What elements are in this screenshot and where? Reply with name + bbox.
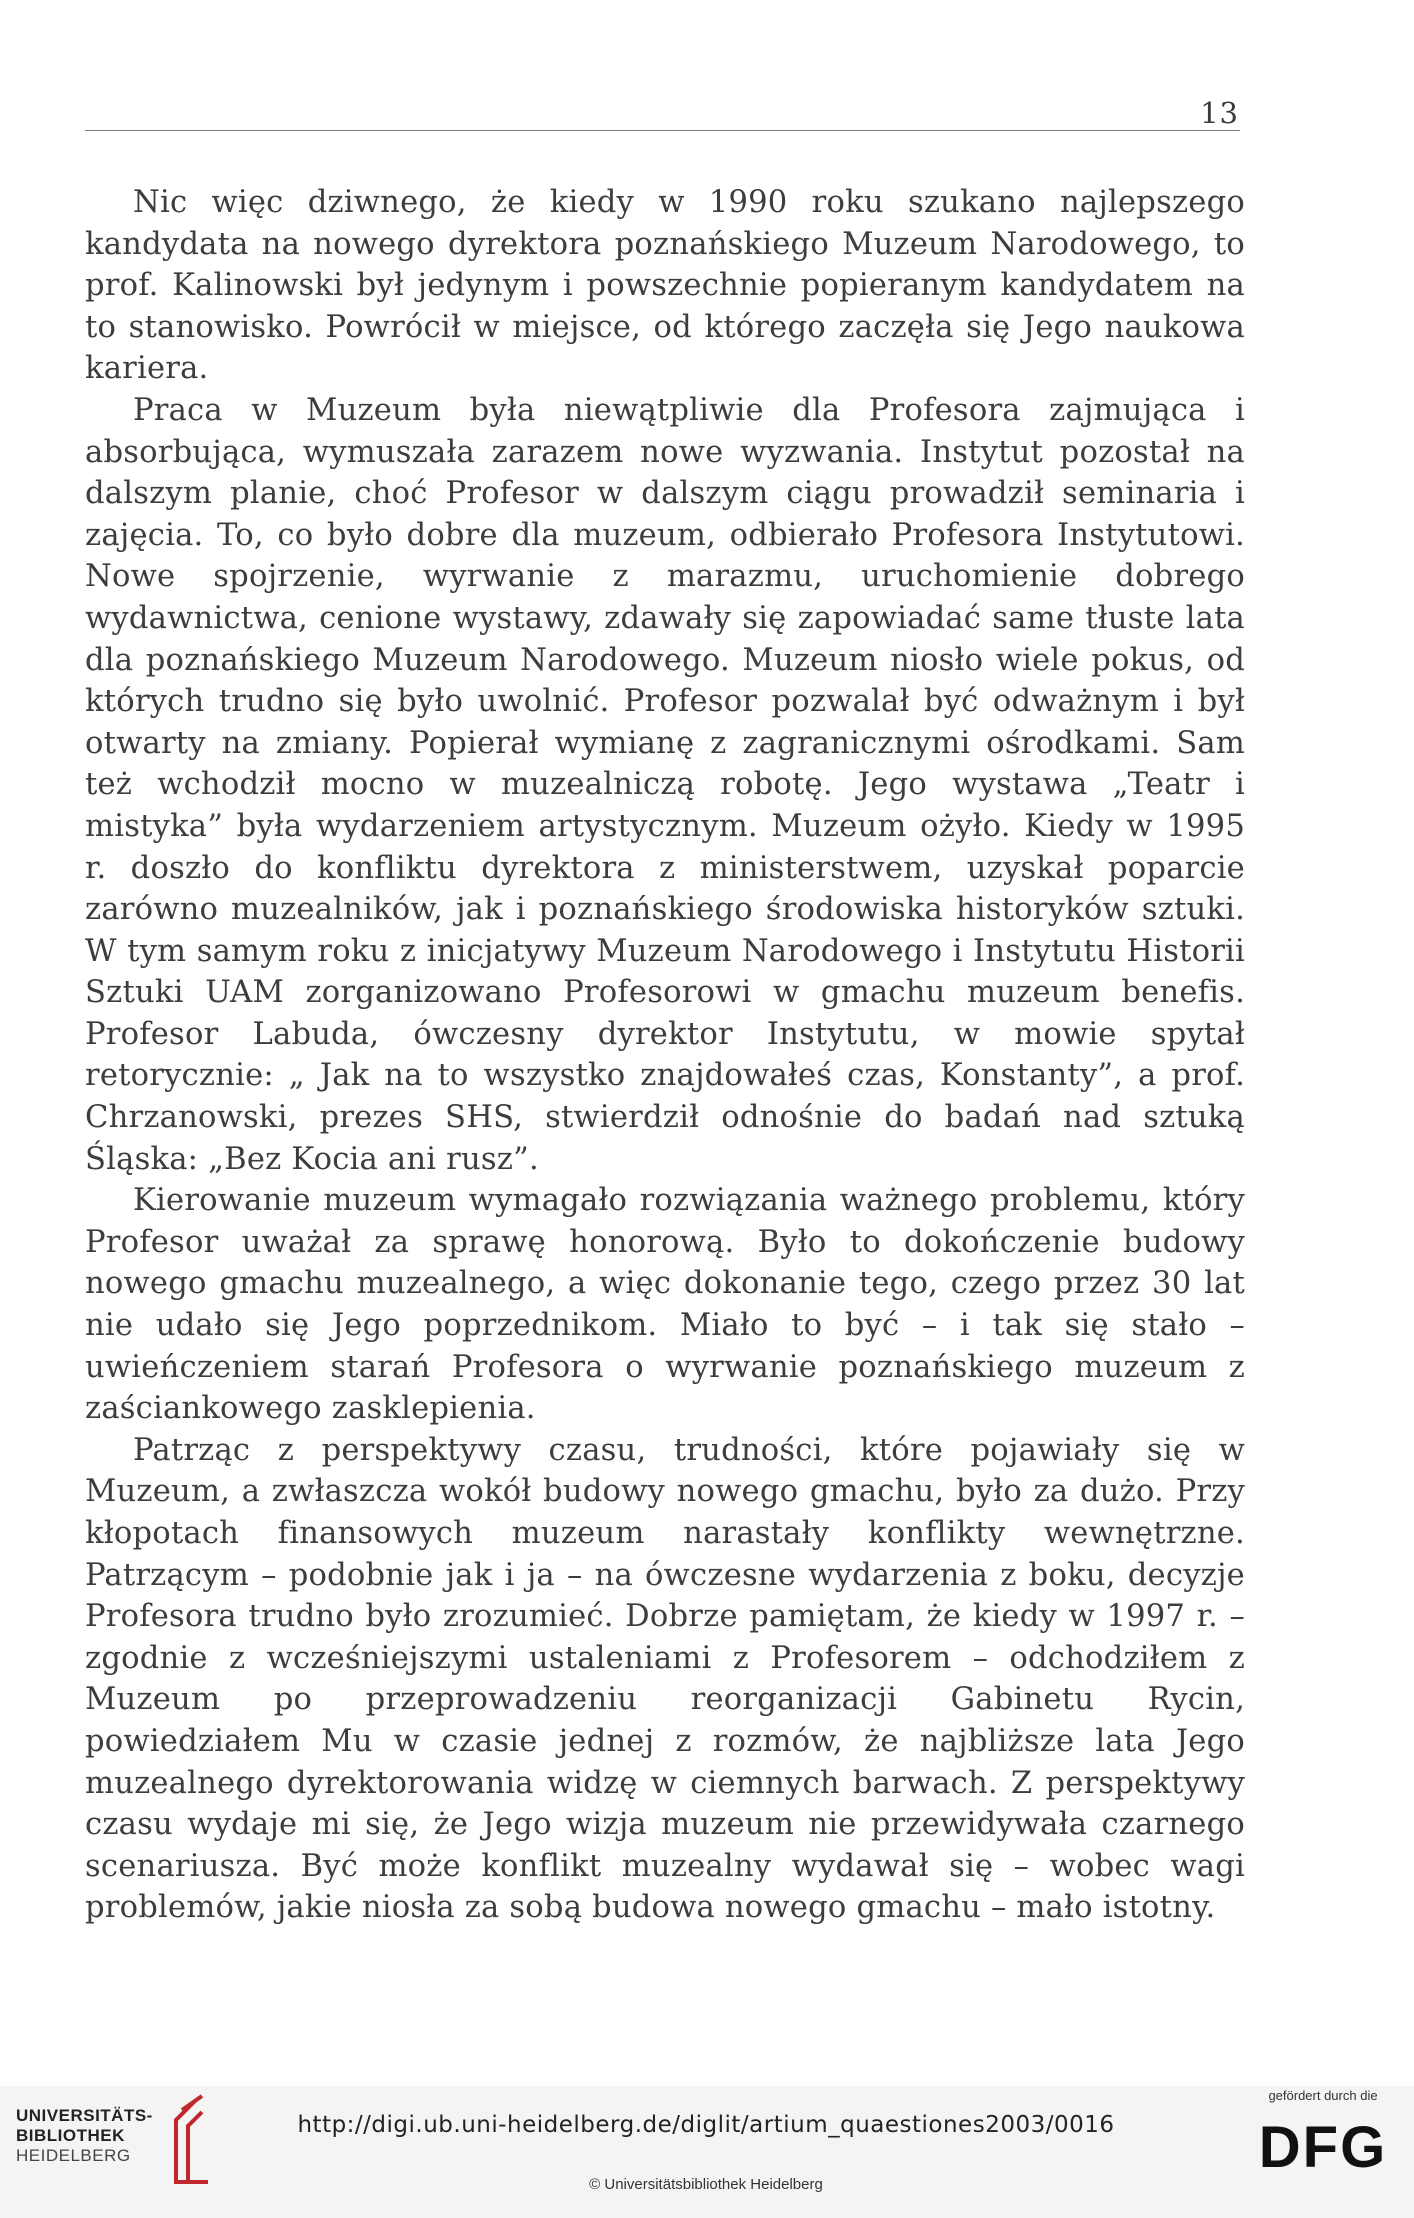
page-number: 13	[1200, 96, 1239, 130]
paragraph: Nic więc dziwnego, że kiedy w 1990 roku szukano najlepszego kandydata na nowego dyrektora poznańskiego Muzeum Narodowego, to prof. Kalinowski był jedynym i powszechnie popieranym kandydatem na to stanowisko. Powrócił w miejsce, od którego zaczęła się Jego naukowa kariera.	[85, 185, 1245, 387]
sponsor-caption: gefördert durch die	[1268, 2088, 1378, 2103]
copyright-notice: © Universitätsbibliothek Heidelberg	[589, 2176, 823, 2193]
library-name-line3: HEIDELBERG	[16, 2146, 131, 2165]
paragraph: Kierowanie muzeum wymagało rozwiązania ważnego problemu, który Profesor uważał za sprawę honorową. Było to dokończenie budowy nowego gmachu muzealnego, a więc dokonanie tego, czego przez 30 lat nie udało się Jego poprzednikom. Miało to być – i tak się stało – uwieńczeniem starań Profesora o wyrwanie poznańskiego muzeum z zaściankowego zasklepienia.	[85, 1183, 1245, 1427]
library-name-line1: UNIVERSITÄTS-	[16, 2106, 153, 2125]
source-url-link[interactable]: http://digi.ub.uni-heidelberg.de/diglit/artium_quaestiones2003/0016	[297, 2112, 1115, 2138]
article-body	[85, 182, 1245, 1929]
library-emblem-icon	[158, 2092, 212, 2188]
dfg-sponsor-logo[interactable]	[1248, 2088, 1398, 2208]
header-rule	[85, 130, 1240, 131]
library-name-line2: BIBLIOTHEK	[16, 2126, 125, 2145]
university-library-logo[interactable]	[16, 2092, 226, 2188]
paragraph: Patrząc z perspektywy czasu, trudności, które pojawiały się w Muzeum, a zwłaszcza wokół budowy nowego gmachu, było za dużo. Przy kłopotach finansowych muzeum narastały konflikty wewnętrzne. Patrzącym – podobnie jak i ja – na ówczesne wydarzenia z boku, decyzje Profesora trudno było zrozumieć. Dobrze pamiętam, że kiedy w 1997 r. – zgodnie z wcześniejszymi ustaleniami z Profesorem – odchodziłem z Muzeum po przeprowadzeniu reorganizacji Gabinetu Rycin, powiedziałem Mu w czasie jednej z rozmów, że najbliższe lata Jego muzealnego dyrektorowania widzę w ciemnych barwach. Z perspektywy czasu wydaje mi się, że Jego wizja muzeum nie przewidywała czarnego scenariusza. Być może konflikt muzealny wydawał się – wobec wagi problemów, jakie niosła za sobą budowa nowego gmachu – mało istotny.	[85, 1432, 1245, 1926]
paragraph: Praca w Muzeum była niewątpliwie dla Profesora zajmująca i absorbująca, wymuszała zarazem nowe wyzwania. Instytut pozostał na dalszym planie, choć Profesor w dalszym ciągu prowadził seminaria i zajęcia. To, co było dobre dla muzeum, odbierało Profesora Instytutowi. Nowe spojrzenie, wyrwanie z marazmu, uruchomienie dobrego wydawnictwa, cenione wystawy, zdawały się zapowiadać same tłuste lata dla poznańskiego Muzeum Narodowego. Muzeum niosło wiele pokus, od których trudno się było uwolnić. Profesor pozwalał być odważnym i był otwarty na zmiany. Popierał wymianę z zagranicznymi ośrodkami. Sam też wchodził mocno w muzealniczą robotę. Jego wystawa „Teatr i mistyka” była wydarzeniem artystycznym. Muzeum ożyło. Kiedy w 1995 r. doszło do konfliktu dyrektora z ministerstwem, uzyskał poparcie zarówno muzealników, jak i poznańskiego środowiska historyków sztuki. W tym samym roku z inicjatywy Muzeum Narodowego i Instytutu Historii Sztuki UAM zorganizowano Profesorowi w gmachu muzeum benefis. Profesor Labuda, ówczesny dyrektor Instytutu, w mowie spytał retorycznie: „ Jak na to wszystko znajdowałeś czas, Konstanty”, a prof. Chrzanowski, prezes SHS, stwierdził odnośnie do badań nad sztuką Śląska: „Bez Kocia ani rusz”.	[85, 392, 1245, 1177]
dfg-logo-text: DFG	[1258, 2115, 1388, 2180]
